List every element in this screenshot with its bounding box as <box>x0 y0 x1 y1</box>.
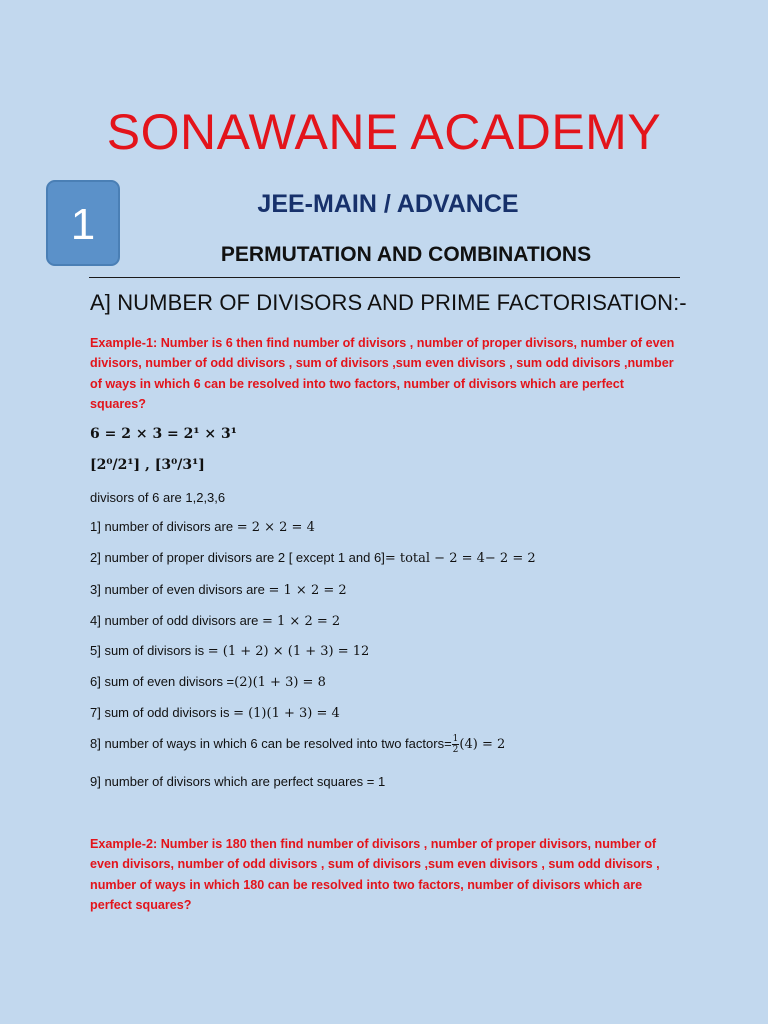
step-line <box>90 519 315 535</box>
step-text: 8] number of ways in which 6 can be resolved into two factors= <box>90 735 452 751</box>
factorization-line: 6 = 2 × 3 = 2¹ × 3¹ <box>90 426 237 442</box>
step-math: (4) = 2 <box>459 736 506 752</box>
step-line <box>90 582 347 598</box>
step-math: = 1 × 2 = 2 <box>261 614 341 629</box>
step-text: 5] sum of divisors is <box>90 643 208 658</box>
step-math: = total − 2 = 4− 2 = 2 <box>384 551 536 566</box>
academy-title: SONAWANE ACADEMY <box>106 104 662 160</box>
step-text: 7] sum of odd divisors is <box>90 705 234 720</box>
step-text: 1] number of divisors are <box>90 519 237 534</box>
step-line <box>90 674 326 690</box>
section-heading: A] NUMBER OF DIVISORS AND PRIME FACTORISATION:- <box>90 290 687 315</box>
step-text: 6] sum of even divisors = <box>90 674 235 689</box>
step-math: (2)(1 + 3) = 8 <box>234 675 326 690</box>
step-text: 9] number of divisors which are perfect squares = 1 <box>90 774 386 789</box>
step-line <box>90 774 385 789</box>
fraction-numerator: 1 <box>452 734 459 744</box>
fraction-denominator: 2 <box>452 745 459 755</box>
chapter-number-badge: 1 <box>46 180 120 266</box>
powers-line: [2⁰/2¹] , [3⁰/3¹] <box>90 457 205 473</box>
step-text: 3] number of even divisors are <box>90 582 269 597</box>
step-line <box>90 734 505 755</box>
step-math: = (1)(1 + 3) = 4 <box>233 706 340 721</box>
step-math: = 1 × 2 = 2 <box>268 583 347 598</box>
step-math: = 2 × 2 = 4 <box>236 520 315 535</box>
step-line <box>90 613 340 629</box>
example-1-question: Example-1: Number is 6 then find number of divisors , number of proper divisors, number of even divisors, number of odd divisors , sum of divisors ,sum even divisors , sum odd divisors ,number of ways in which 6 can be resolved into two factors, number of divisors which are perfect squares? <box>90 336 675 411</box>
step-line <box>90 705 340 721</box>
step-text: 4] number of odd divisors are <box>90 613 262 628</box>
example-2-question: Example-2: Number is 180 then find number of divisors , number of proper divisors, number of even divisors, number of odd divisors , sum of divisors ,sum even divisors , sum odd divisors , number of ways in which 180 can be resolved into two factors, number of divisors which are perfect squares? <box>90 837 660 912</box>
step-text: 2] number of proper divisors are 2 [ except 1 and 6] <box>90 550 385 565</box>
header-divider <box>89 277 680 278</box>
step-math: = (1 + 2) × (1 + 3) = 12 <box>207 644 370 659</box>
divisors-list-line: divisors of 6 are 1,2,3,6 <box>90 490 226 505</box>
step-line <box>90 550 536 566</box>
exam-title: JEE-MAIN / ADVANCE <box>257 190 519 218</box>
step-line <box>90 643 369 659</box>
topic-title: PERMUTATION AND COMBINATIONS <box>220 243 592 266</box>
